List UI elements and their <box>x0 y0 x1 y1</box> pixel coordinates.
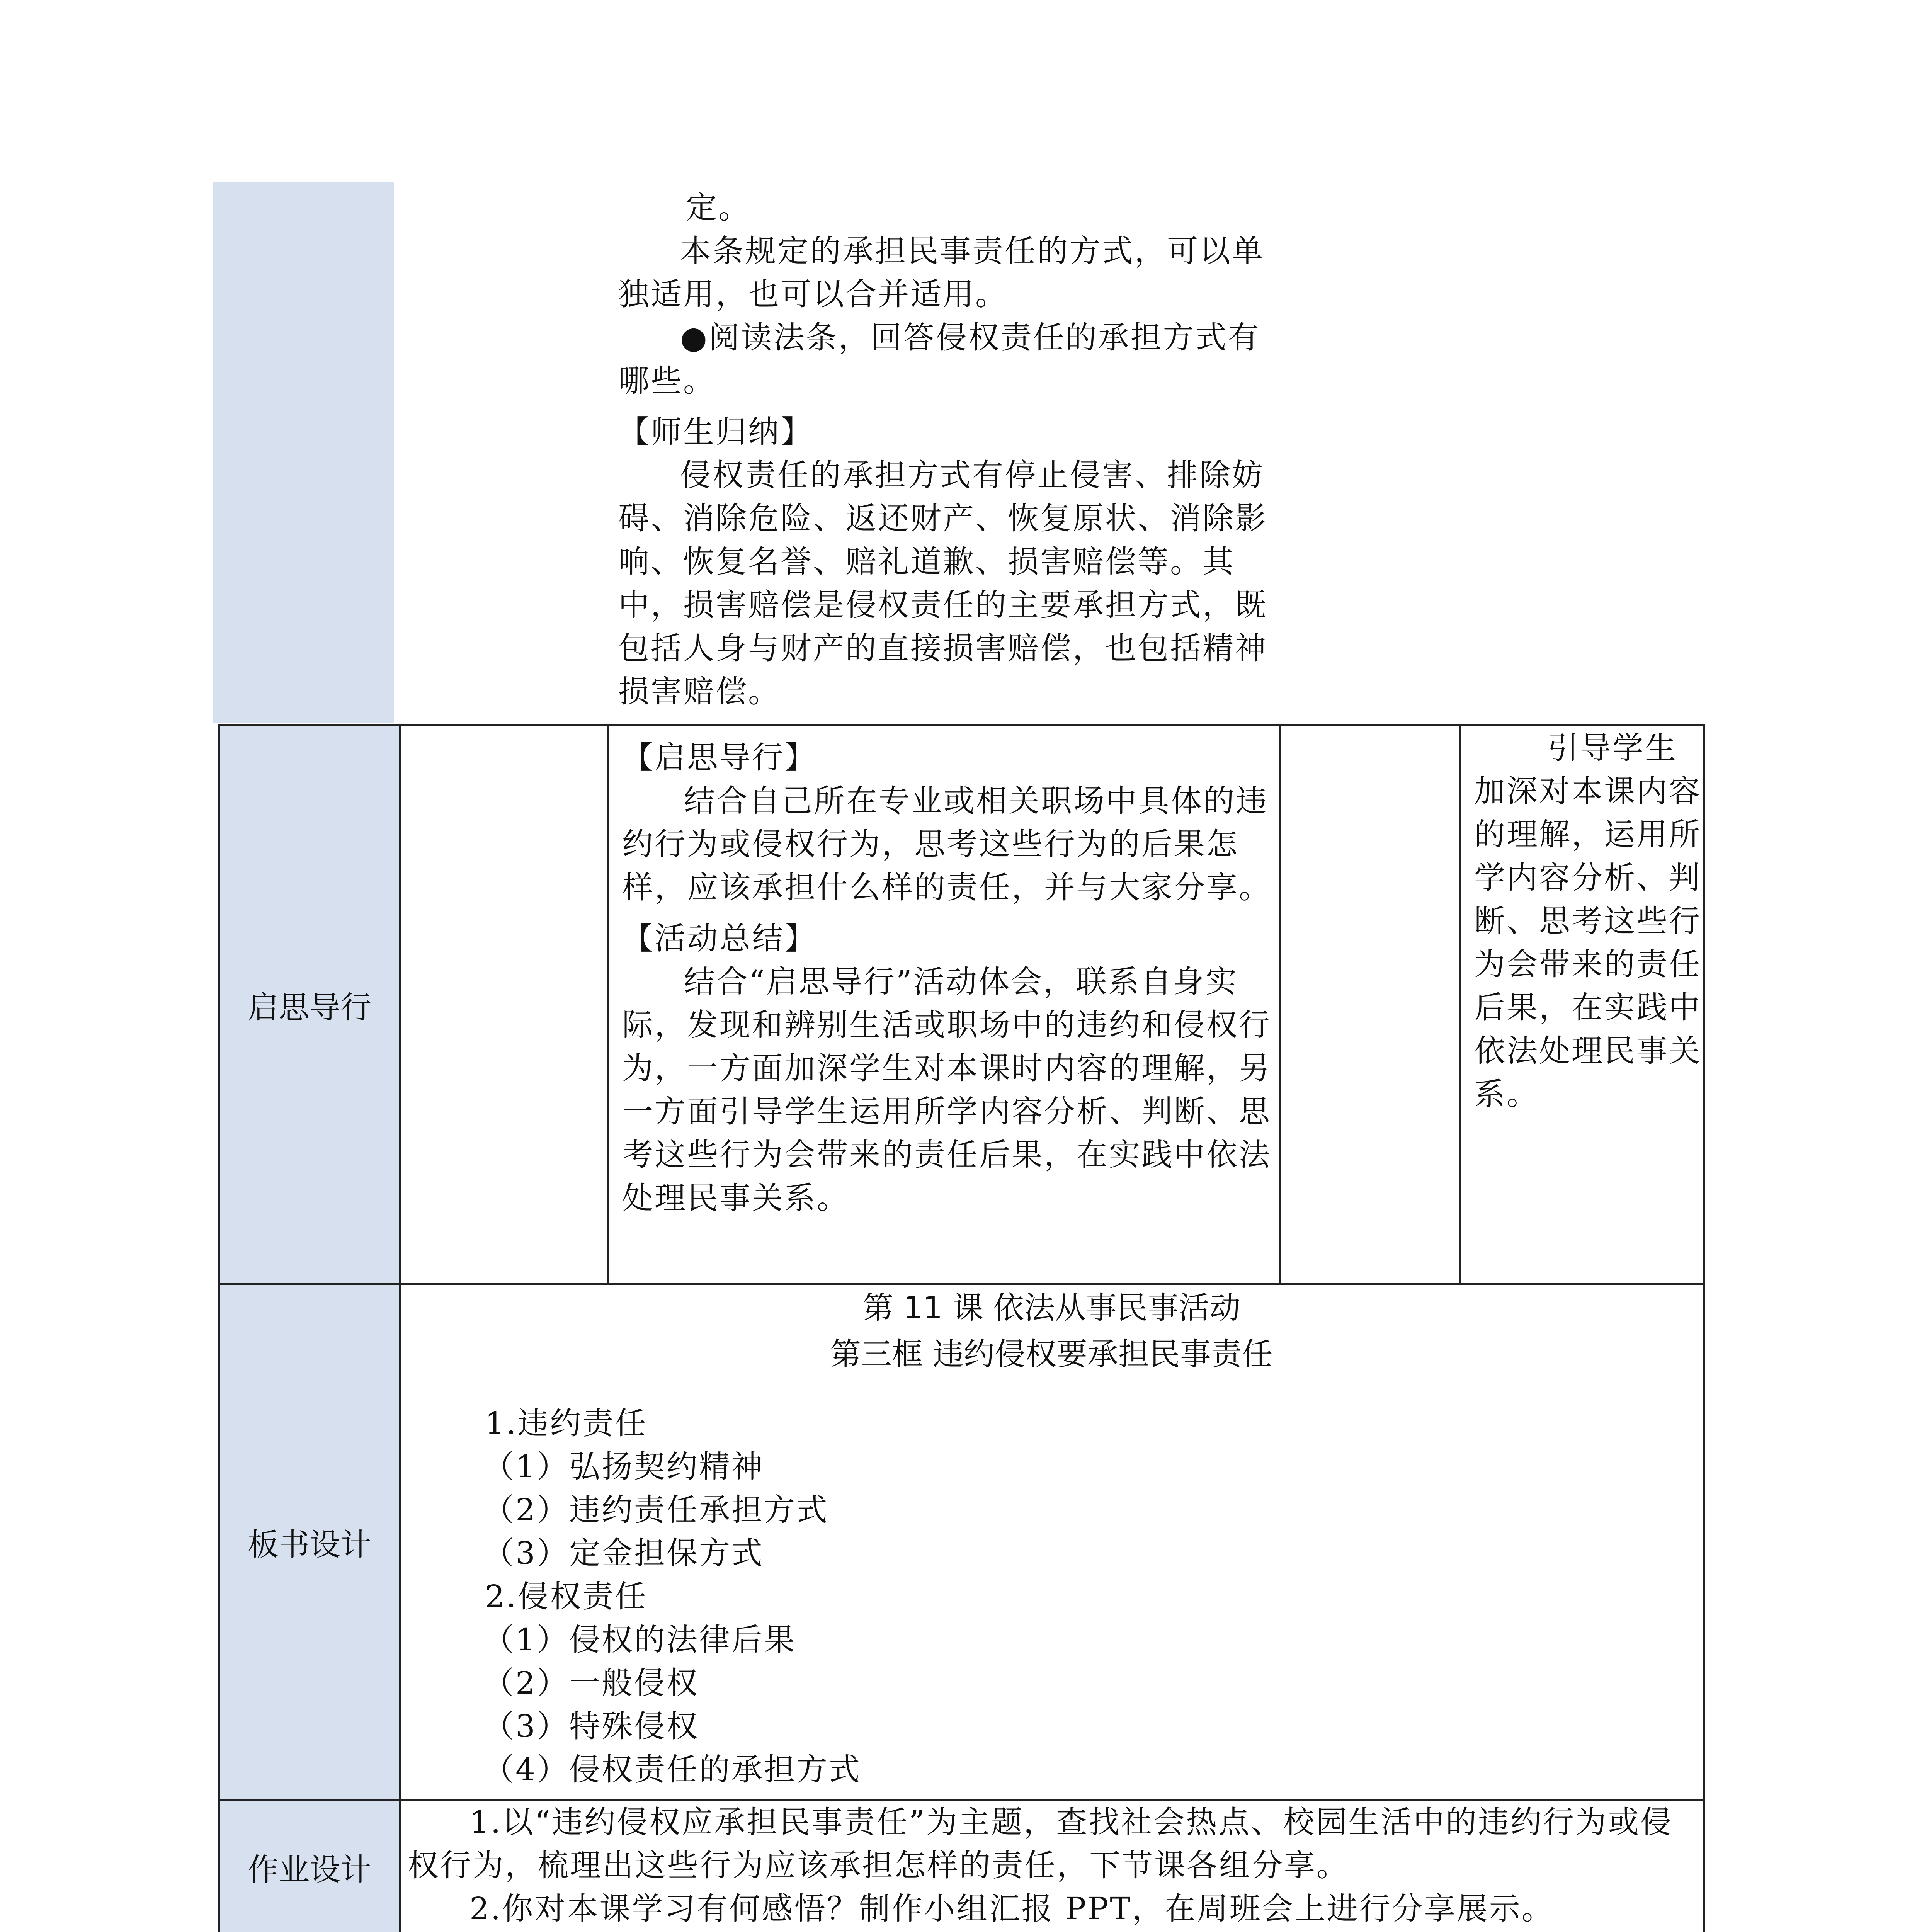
top-line-2: 本条规定的承担民事责任的方式，可以单独适用，也可以合并适用。 <box>618 233 1264 312</box>
top-line-1: 定。 <box>686 190 751 226</box>
board-title-1: 第 11 课 依法从事民事活动 <box>862 1290 1241 1326</box>
homework-item-1: 1.以“违约侵权应承担民事责任”为主题，查找社会热点、校园生活中的违约行为或侵权行为，梳理出这些行为应该承担怎样的责任，下节课各组分享。 <box>408 1804 1673 1883</box>
homework-label: 作业设计 <box>248 1851 371 1888</box>
table-border <box>218 1283 1705 1285</box>
qisi-heading-2: 【活动总结】 <box>622 920 817 956</box>
homework-content <box>408 1801 1702 1930</box>
qisi-content <box>622 736 1271 1220</box>
top-content <box>618 186 1271 713</box>
qisi-heading-1: 【启思导行】 <box>622 740 817 776</box>
board-item: （1）弘扬契约精神 <box>483 1449 764 1485</box>
qisi-intent <box>1474 726 1702 1116</box>
board-titles <box>401 1285 1702 1378</box>
table-border <box>218 1799 1705 1801</box>
qisi-label: 启思导行 <box>248 989 371 1026</box>
board-list <box>483 1402 1256 1791</box>
top-summary: 侵权责任的承担方式有停止侵害、排除妨碍、消除危险、返还财产、恢复原状、消除影响、恢复名誉、赔礼道歉、损害赔偿等。其中，损害赔偿是侵权责任的主要承担方式，既包括人身与财产的直接损害赔偿，也包括精神损害赔偿。 <box>618 457 1267 709</box>
table-border <box>607 724 609 1285</box>
board-item: （3）特殊侵权 <box>483 1708 699 1744</box>
table-border <box>1279 724 1281 1285</box>
table-border <box>1703 724 1705 1932</box>
top-label-cell <box>213 182 394 723</box>
table-border <box>1459 724 1461 1285</box>
top-line-3: ●阅读法条，回答侵权责任的承担方式有哪些。 <box>618 320 1260 399</box>
qisi-intent-text: 引导学生加深对本课内容的理解，运用所学内容分析、判断、思考这些行为会带来的责任后果，在实践中依法处理民事关系。 <box>1474 730 1701 1112</box>
board-item: （2）违约责任承担方式 <box>483 1492 829 1528</box>
board-item: （2）一般侵权 <box>483 1665 699 1701</box>
board-label-cell <box>220 1285 399 1799</box>
top-heading: 【师生归纳】 <box>618 414 813 450</box>
board-item: 1.违约责任 <box>485 1405 648 1441</box>
board-item: （3）定金担保方式 <box>483 1535 764 1571</box>
table-border <box>218 724 220 1932</box>
board-title-2: 第三框 违约侵权要承担民事责任 <box>830 1336 1273 1372</box>
qisi-label-cell <box>220 726 399 1283</box>
table-border <box>399 724 401 1932</box>
board-item: （4）侵权责任的承担方式 <box>483 1752 861 1787</box>
board-label: 板书设计 <box>248 1526 371 1563</box>
homework-label-cell <box>220 1801 399 1932</box>
board-item: （1）侵权的法律后果 <box>483 1622 796 1658</box>
table-border <box>218 724 1705 726</box>
homework-item-2: 2.你对本课学习有何感悟？制作小组汇报 PPT，在周班会上进行分享展示。 <box>469 1891 1554 1927</box>
qisi-text-2: 结合“启思导行”活动体会，联系自身实际，发现和辨别生活或职场中的违约和侵权行为，一方面加深学生对本课时内容的理解，另一方面引导学生运用所学内容分析、判断、思考这些行为会带来的责任后果，在实践中依法处理民事关系。 <box>622 964 1271 1216</box>
board-item: 2.侵权责任 <box>485 1578 648 1614</box>
qisi-text-1: 结合自己所在专业或相关职场中具体的违约行为或侵权行为，思考这些行为的后果怎样，应该承担什么样的责任，并与大家分享。 <box>622 783 1271 905</box>
